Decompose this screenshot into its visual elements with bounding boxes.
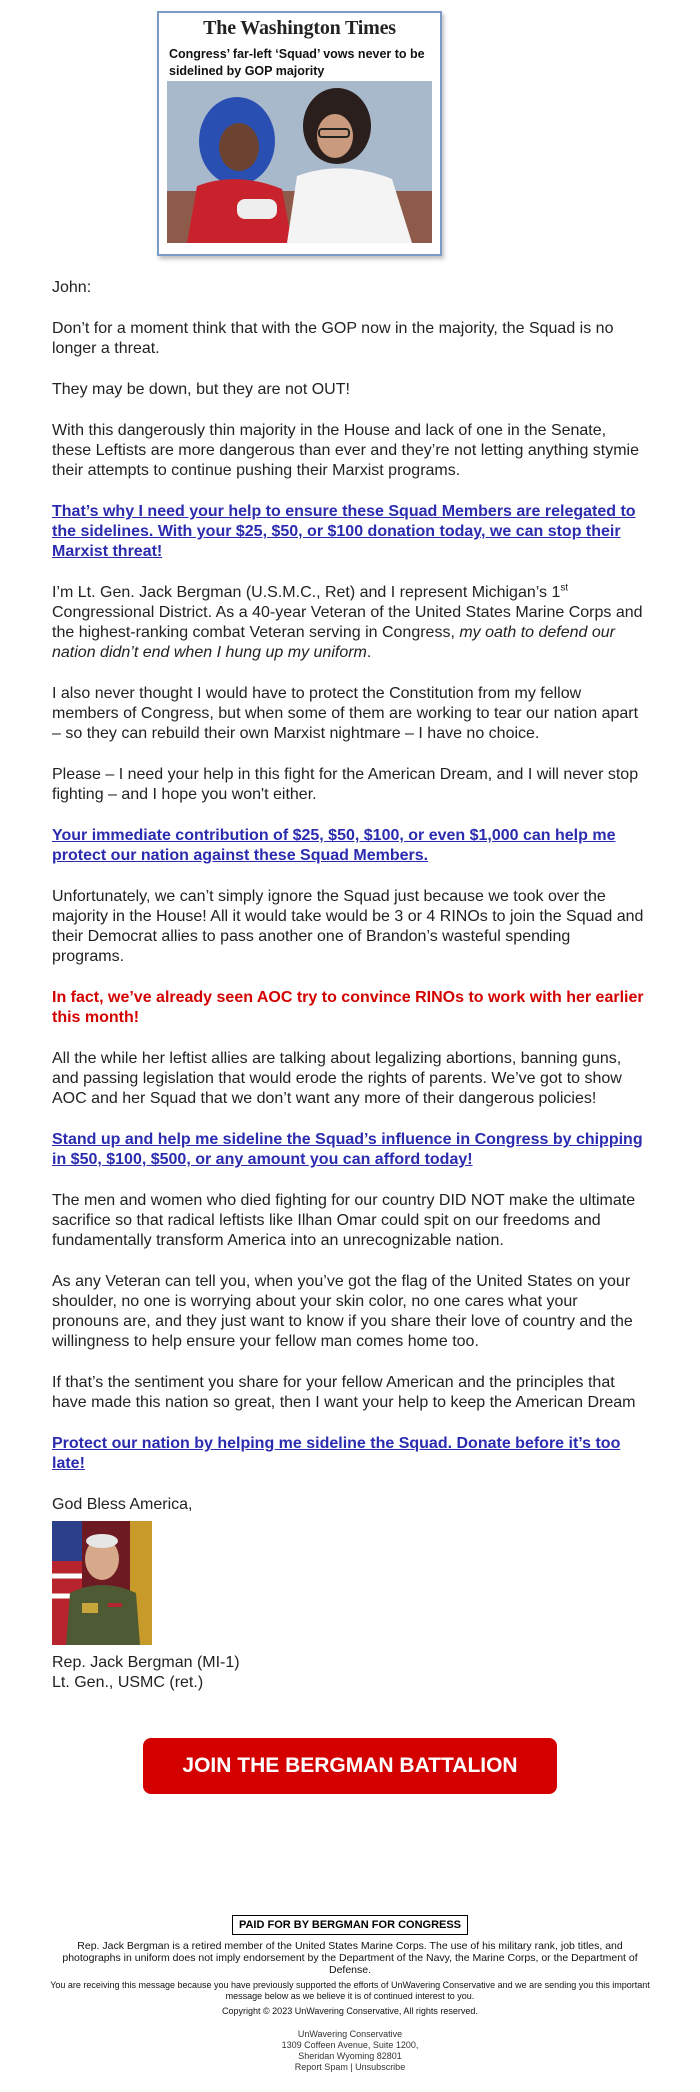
paid-for-notice: PAID FOR BY BERGMAN FOR CONGRESS	[232, 1915, 468, 1935]
join-battalion-button[interactable]: JOIN THE BERGMAN BATTALION	[143, 1738, 557, 1794]
signer-portrait	[52, 1521, 152, 1645]
donate-link[interactable]: That’s why I need your help to ensure these Squad Members are relegated to the sidelines. With your $25, $50, or $100 donation today, we can stop their Marxist threat!	[52, 503, 636, 560]
news-clipping-image[interactable]	[157, 11, 442, 256]
ordinal-suffix: st	[560, 582, 569, 594]
unsubscribe-link[interactable]: Unsubscribe	[355, 2062, 406, 2072]
subscription-notice: You are receiving this message because you have previously supported the efforts of UnWavering Conservative and we are sending you this important message below as we believe it is of continued interest to you.	[50, 1980, 650, 2001]
letter-body	[52, 278, 646, 1693]
greeting: John:	[52, 279, 92, 296]
closing: God Bless America,	[52, 1496, 193, 1513]
paragraph: The men and women who died fighting for our country DID NOT make the ultimate sacrifice so that radical leftists like Ilhan Omar could spit on our freedoms and fundamentally transform America into an unrecognizable nation.	[52, 1192, 636, 1249]
paragraph-text: I’m Lt. Gen. Jack Bergman (U.S.M.C., Ret) and I represent Michigan’s 1	[52, 584, 561, 601]
donate-link[interactable]: Your immediate contribution of $25, $50, $100, or even $1,000 can help me protect our nation against these Squad Members.	[52, 827, 616, 864]
paragraph: As any Veteran can tell you, when you’ve got the flag of the United States on your shoulder, no one is worrying about your skin color, no one cares what your pronouns are, and they just want to know if you share their love of country and the willingness to help ensure your fellow man comes home too.	[52, 1273, 633, 1350]
paragraph: I also never thought I would have to protect the Constitution from my fellow members of Congress, but when some of them are working to tear our nation apart – so they can rebuild their own Marxist nightmare – I have no choice.	[52, 685, 639, 742]
paragraph-text: .	[366, 644, 372, 661]
mailing-address	[0, 2029, 700, 2073]
city-state-zip: Sheridan Wyoming 82801	[298, 2051, 402, 2061]
paragraph: With this dangerously thin majority in the House and lack of one in the Senate, these Leftists are more dangerous than ever and they’re not letting anything stymie their attempts to continue pushing their Marxist programs.	[52, 422, 640, 479]
newspaper-logo: The Washington Times	[203, 17, 396, 39]
news-headline: Congress’ far-left ‘Squad’ vows never to be sidelined by GOP majority	[169, 47, 425, 78]
paragraph: All the while her leftist allies are talking about legalizing abortions, banning guns, and passing legislation that would erode the rights of parents. We’ve got to show AOC and her Squad that we don’t want any more of their dangerous policies!	[52, 1050, 622, 1107]
paragraph: They may be down, but they are not OUT!	[52, 381, 350, 398]
news-photo	[167, 81, 432, 243]
footer	[0, 1915, 700, 2073]
donate-link[interactable]: Stand up and help me sideline the Squad’s influence in Congress by chipping in $50, $100, $500, or any amount you can afford today!	[52, 1131, 643, 1168]
link-separator: |	[347, 2062, 356, 2072]
paragraph: If that’s the sentiment you share for your fellow American and the principles that have made this nation so great, then I want your help to keep the American Dream	[52, 1374, 636, 1411]
paragraph-text: Congressional District. As a 40-year Veteran of the United States Marine Corps and the highest-ranking combat Veteran serving in Congress,	[52, 604, 643, 641]
signer-name: Rep. Jack Bergman (MI-1)	[52, 1654, 240, 1671]
footer-links	[0, 2062, 700, 2073]
paragraph	[52, 583, 646, 663]
cta-section	[0, 1738, 700, 1794]
emphasis-text: my oath to defend our nation didn’t end when I hung up my uniform	[52, 624, 615, 661]
copyright: Copyright © 2023 UnWavering Conservative, All rights reserved.	[222, 2006, 478, 2016]
street-address: 1309 Coffeen Avenue, Suite 1200,	[281, 2040, 419, 2050]
org-name: UnWavering Conservative	[297, 2029, 403, 2039]
paragraph: Don’t for a moment think that with the GOP now in the majority, the Squad is no longer a threat.	[52, 320, 614, 357]
donate-link[interactable]: Protect our nation by helping me sideline the Squad. Donate before it’s too late!	[52, 1435, 621, 1472]
alert-text: In fact, we’ve already seen AOC try to convince RINOs to work with her earlier this month!	[52, 989, 644, 1026]
report-spam-link[interactable]: Report Spam	[294, 2062, 348, 2072]
paragraph: Please – I need your help in this fight for the American Dream, and I will never stop fighting – and I hope you won't either.	[52, 766, 639, 803]
signer-title: Lt. Gen., USMC (ret.)	[52, 1674, 204, 1691]
paragraph: Unfortunately, we can’t simply ignore the Squad just because we took over the majority in the House! All it would take would be 3 or 4 RINOs to join the Squad and their Democrat allies to pass another one of Brandon’s wasteful spending programs.	[52, 888, 644, 965]
military-disclaimer: Rep. Jack Bergman is a retired member of the United States Marine Corps. The use of his military rank, job titles, and photographs in uniform does not imply endorsement by the Department of the Navy, the Marine Corps, or the Department of Defense.	[62, 1940, 638, 1976]
